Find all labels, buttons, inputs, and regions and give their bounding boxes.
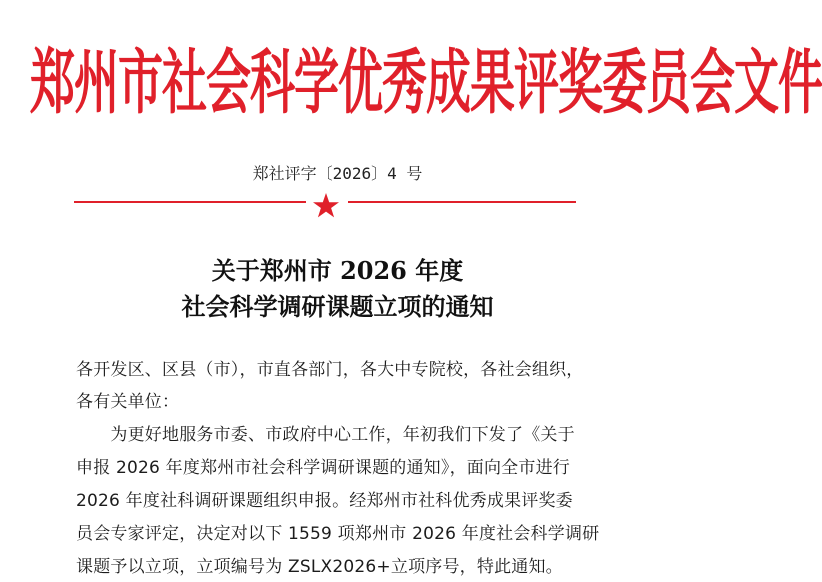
red-star-icon <box>312 192 340 220</box>
notice-title-line-1: 关于郑州市 2026 年度 <box>211 256 464 285</box>
body-line: 课题予以立项，立项编号为 ZSLX2026+立项序号，特此通知。 <box>76 557 563 577</box>
document-number: 郑社评字〔2026〕4 号 <box>252 164 423 183</box>
issuer-header: 郑州市社会科学优秀成果评奖委员会文件 <box>30 41 822 124</box>
red-divider-right <box>348 201 576 203</box>
body-line: 各开发区、区县（市），市直各部门，各大中专院校，各社会组织， <box>76 360 584 380</box>
red-divider-left <box>74 201 306 203</box>
body-line: 各有关单位： <box>76 392 180 412</box>
body-line: 员会专家评定，决定对以下 1559 项郑州市 2026 年度社会科学调研 <box>76 524 600 544</box>
body-line: 为更好地服务市委、市政府中心工作，年初我们下发了《关于 <box>76 425 575 445</box>
body-line: 申报 2026 年度郑州市社会科学调研课题的通知》，面向全市进行 <box>76 458 570 478</box>
notice-title-line-2: 社会科学调研课题立项的通知 <box>181 292 494 321</box>
body-line: 2026 年度社科调研课题组织申报。经郑州市社科优秀成果评奖委 <box>76 491 573 511</box>
